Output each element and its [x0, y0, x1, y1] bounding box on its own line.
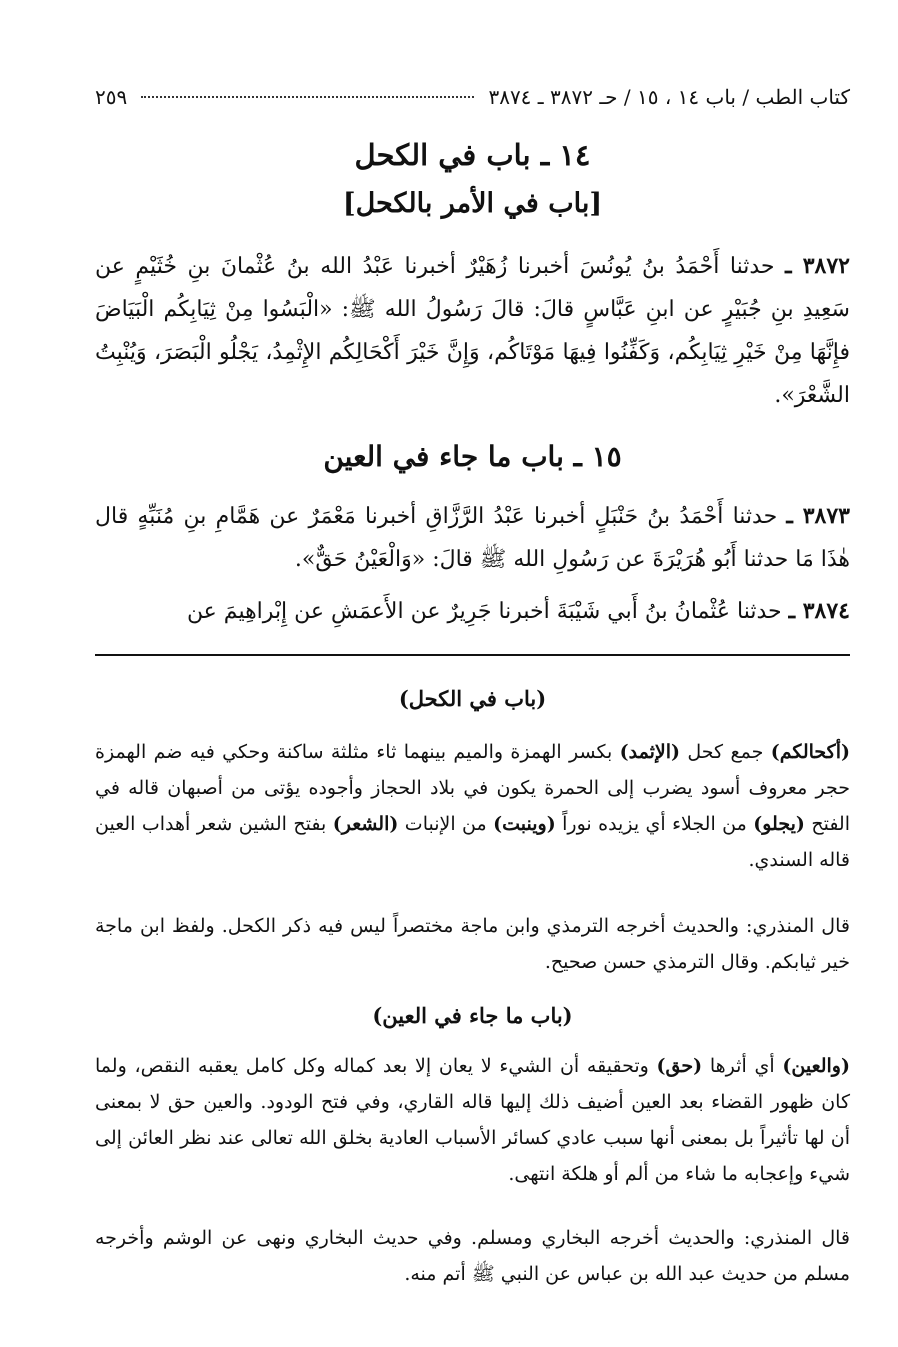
commentary-kohl-paragraph — [95, 734, 850, 878]
commentary-text: بكسر الهمزة والميم بينهما ثاء مثلثة ساكنة وحكي فيه ضم الهمزة حجر معروف أسود يضرب إلى الحمرة يكون في بلاد الحجاز وأجوده يؤتى من أصبهان قاله في الفتح — [95, 741, 851, 835]
chapter-14-number: ١٤ ـ — [540, 138, 591, 172]
term-haqq: (حق) — [656, 1055, 703, 1077]
hadith-3872 — [95, 245, 850, 417]
commentary-text: وتحقيقه أن الشيء لا يعان إلا بعد كماله وكل كامل يعقبه النقص، ولما كان ظهور القضاء بعد العين أضيف ذلك إليها قاله القاري، وفي فتح الودود. والعين حق لا بمعنى أن لها تأثيراً بل بمعنى أنها سبب عادي كسائر الأسباب العادية بخلق الله تعالى عند نظر العائن إلى شيء وإعجابه ما شاء من ألم أو هلكة انتهى. — [95, 1055, 850, 1185]
commentary-eye-heading: (باب ما جاء في العين) — [372, 1003, 573, 1028]
hadith-3874 — [95, 590, 850, 633]
commentary-text: من الإنبات — [398, 813, 494, 835]
running-head-title: كتاب الطب / باب ١٤ ، ١٥ / حـ ٣٨٧٢ ـ ٣٨٧٤ — [488, 85, 850, 109]
term-akhalikum: (أكحالكم) — [770, 741, 850, 763]
commentary-eye-mundhiri: قال المنذري: والحديث أخرجه البخاري ومسلم. وفي حديث البخاري ونهى عن الوشم وأخرجه مسلم من حديث عبد الله بن عباس عن النبي ﷺ أتم منه. — [95, 1227, 850, 1285]
chapter-14-title: في الكحل — [354, 138, 477, 172]
commentary-text: جمع كحل — [680, 741, 771, 763]
hadith-3874-number: ٣٨٧٤ ـ — [788, 598, 850, 624]
hadith-3873 — [95, 495, 850, 581]
chapter-15-heading — [95, 440, 850, 473]
commentary-text: أي أثرها — [702, 1055, 783, 1077]
footnote-separator — [95, 654, 850, 656]
chapter-14-heading — [95, 138, 850, 172]
chapter-15-number: ١٥ ـ — [573, 440, 622, 473]
commentary-text: بفتح الشين شعر أهداب العين قاله السندي. — [95, 813, 850, 871]
page-number: ٢٥٩ — [95, 85, 128, 109]
chapter-15-title: ما جاء في العين — [323, 440, 512, 473]
term-ithmid: (الإثمد) — [619, 741, 680, 763]
book-page — [95, 0, 850, 1347]
commentary-eye-paragraph — [95, 1048, 850, 1192]
term-yajlu: (يجلو) — [753, 813, 805, 835]
term-al-ayn: (والعين) — [782, 1055, 850, 1077]
term-yunbit: (وينبت) — [493, 813, 556, 835]
hadith-3872-number: ٣٨٧٢ ـ — [785, 253, 850, 279]
chapter-14-subtitle: [باب في الأمر بالكحل] — [342, 188, 603, 219]
hadith-3873-number: ٣٨٧٣ ـ — [786, 503, 850, 529]
leader-dots — [141, 96, 474, 98]
chapter-14-keyword: باب — [486, 138, 531, 172]
commentary-text: من الجلاء أي يزيده نوراً — [555, 813, 754, 835]
chapter-15-keyword: باب — [521, 440, 564, 473]
hadith-3872-text: حدثنا أَحْمَدُ بنُ يُونُسَ أخبرنا زُهَيْرٌ أخبرنا عَبْدُ الله بنُ عُثْمانَ بنِ خُثَيْمٍ عن سَعِيدِ بنِ جُبَيْرٍ عن ابنِ عَبَّاسٍ قالَ: قالَ رَسُولُ الله ﷺ: «الْبَسُوا مِنْ ثِيَابِكُم الْبَيَاضَ فإِنَّهَا مِنْ خَيْرِ ثِيَابِكُم، وَكَفِّنُوا فِيهَا مَوْتَاكُم، وَإِنَّ خَيْرَ أَكْحَالِكُم الإِثْمِدُ، يَجْلُو الْبَصَرَ، وَيُنْبِتُ الشَّعْرَ». — [95, 254, 850, 408]
hadith-3873-text: حدثنا أَحْمَدُ بنُ حَنْبَلٍ أخبرنا عَبْدُ الرَّزَّاقِ أخبرنا مَعْمَرٌ عن هَمَّامِ بنِ مُنَبِّهٍ قال هٰذَا مَا حدثنا أَبُو هُرَيْرَةَ عن رَسُولِ الله ﷺ قالَ: «وَالْعَيْنُ حَقٌّ». — [95, 504, 850, 572]
commentary-kohl-heading: (باب في الكحل) — [398, 686, 547, 711]
term-shar: (الشعر) — [332, 813, 399, 835]
hadith-3874-text: حدثنا عُثْمانُ بنُ أَبي شَيْبَةَ أخبرنا جَرِيرٌ عن الأَعمَشِ عن إِبْراهِيمَ عن — [186, 599, 782, 624]
commentary-kohl-mundhiri: قال المنذري: والحديث أخرجه الترمذي وابن ماجة مختصراً ليس فيه ذكر الكحل. ولفظ ابن ماجة خير ثيابكم. وقال الترمذي حسن صحيح. — [95, 915, 850, 973]
running-head — [95, 82, 850, 112]
